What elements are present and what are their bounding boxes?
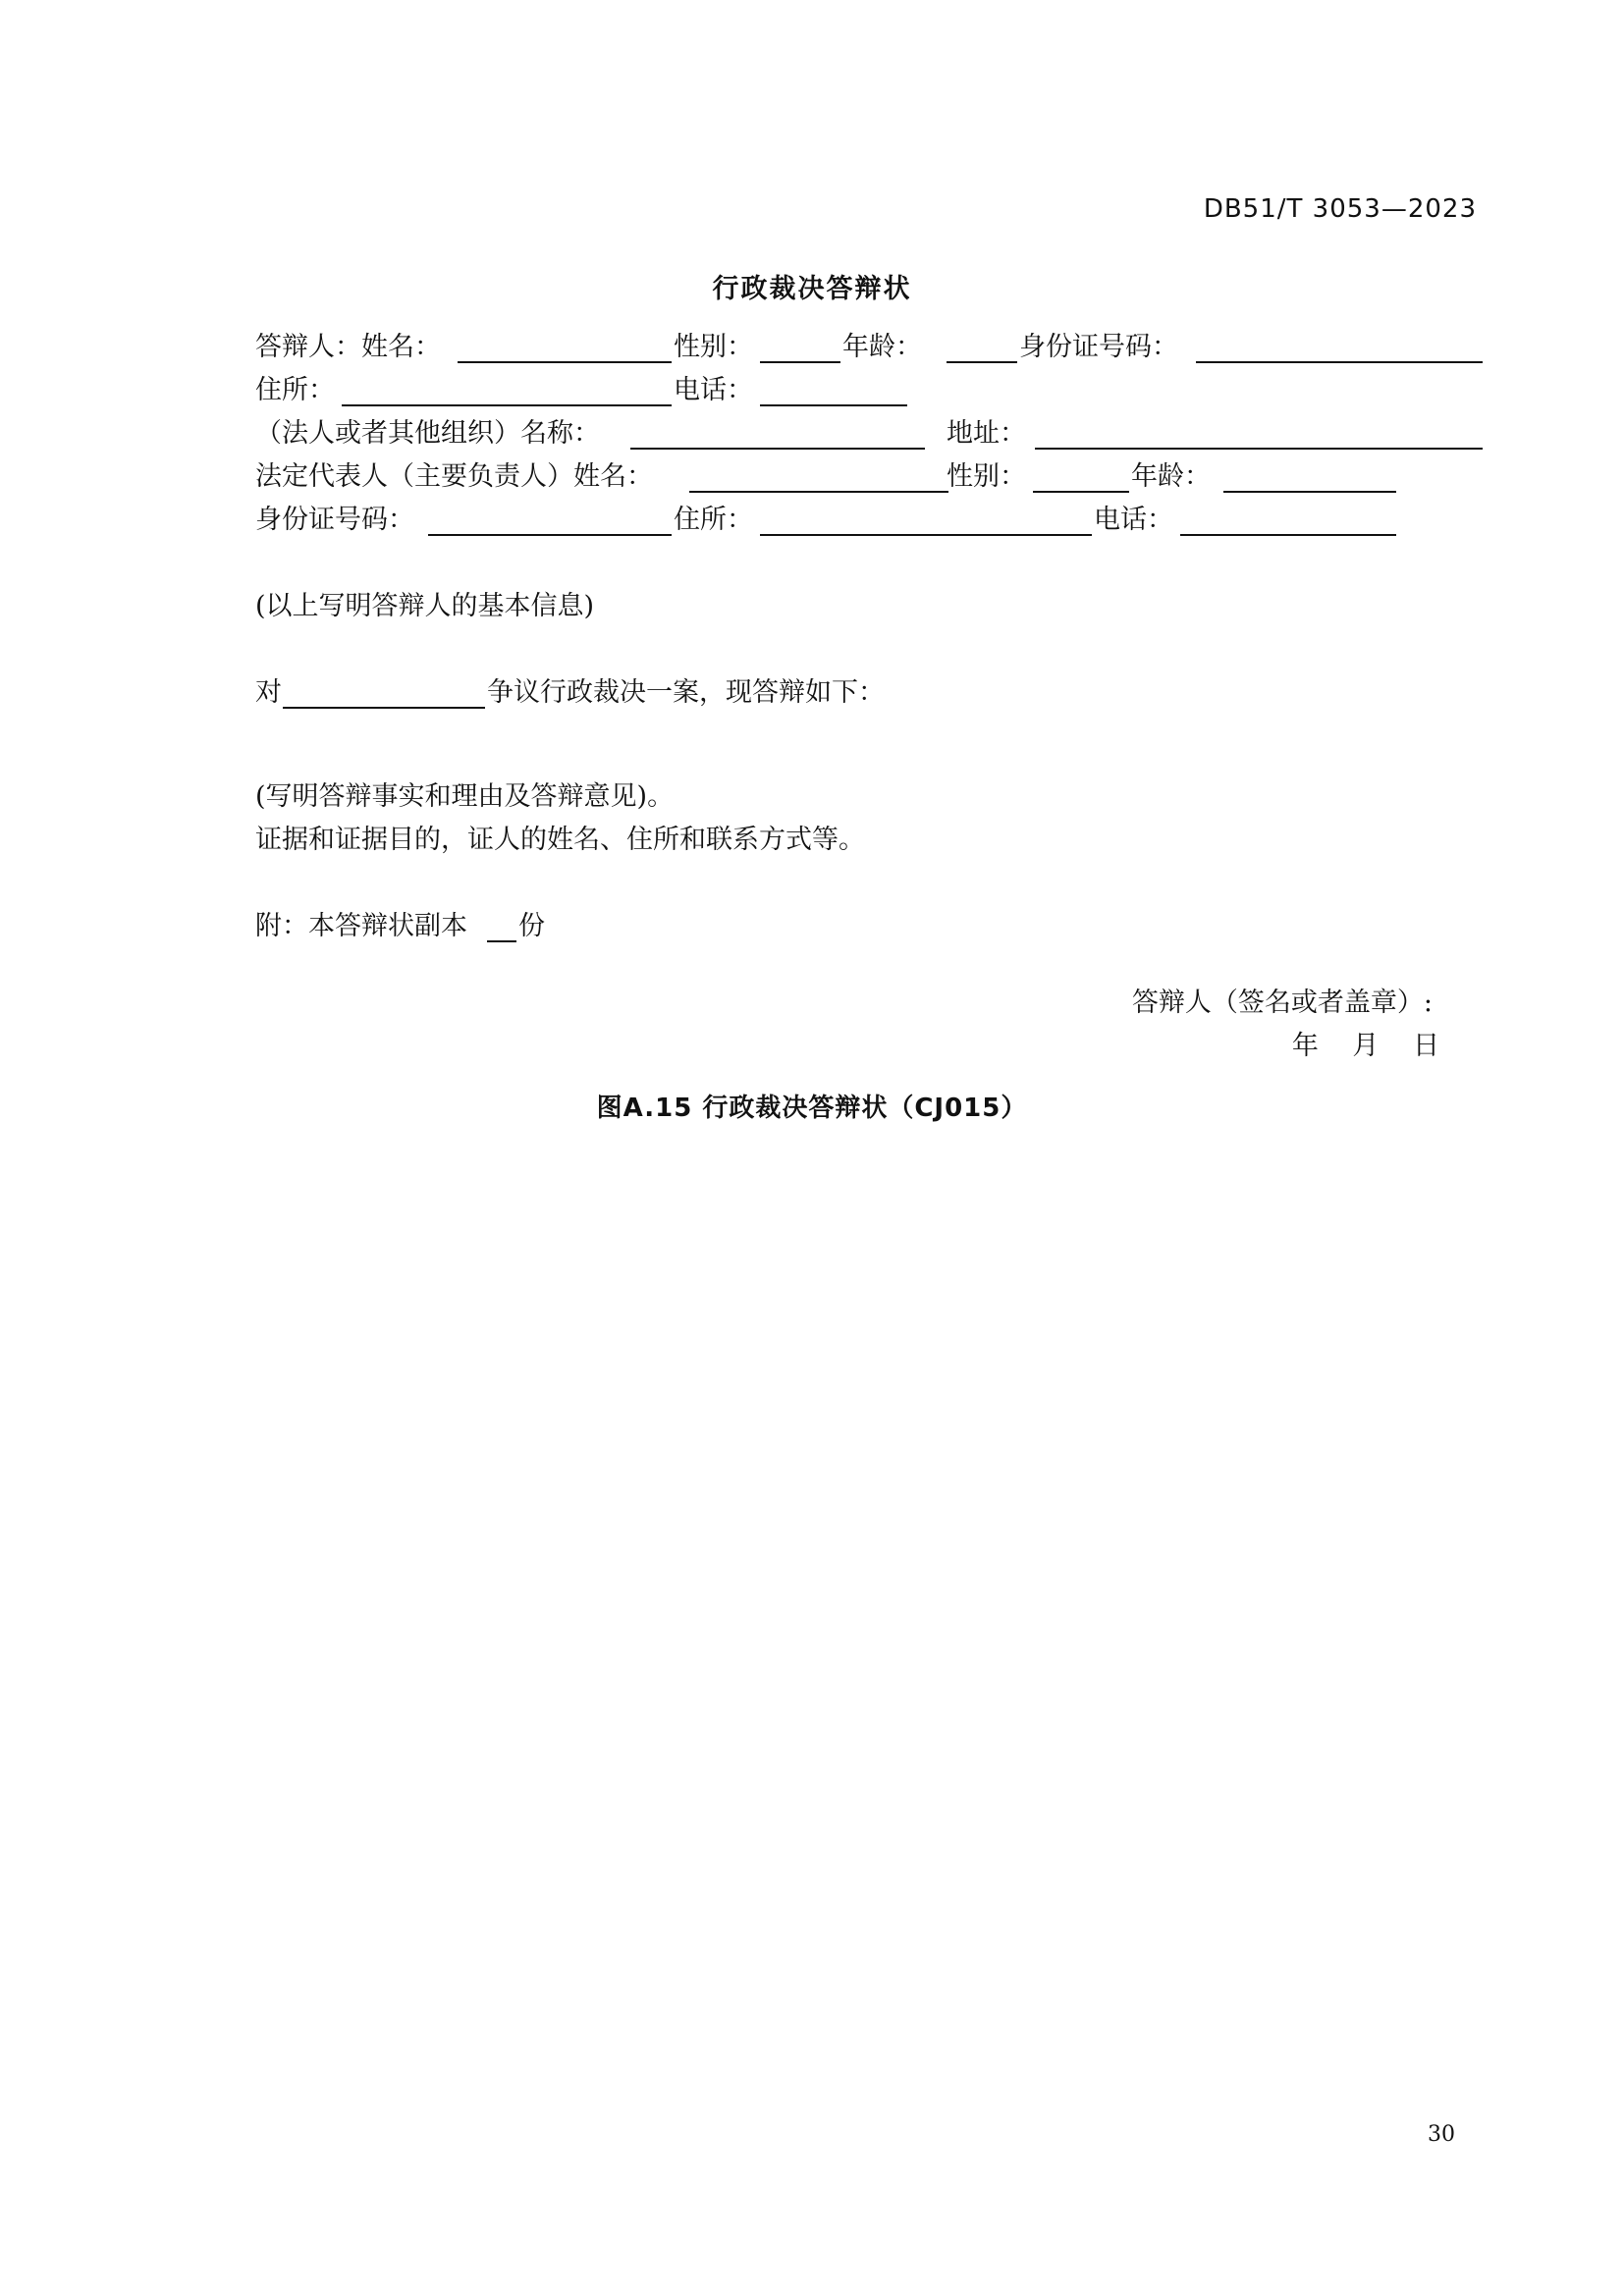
basic-info-note: (以上写明答辩人的基本信息) — [255, 591, 595, 621]
dispute-blank[interactable] — [283, 707, 485, 709]
form-title: 行政裁决答辩状 — [712, 274, 912, 304]
org-address-label: 地址： — [947, 418, 1026, 449]
reasons-note: (写明答辩事实和理由及答辩意见)。 — [255, 781, 675, 812]
dispute-prefix: 对 — [255, 677, 282, 708]
rep-id-blank[interactable] — [428, 534, 672, 536]
attachment-suffix: 份 — [518, 911, 545, 941]
month-label: 月 — [1352, 1031, 1380, 1061]
address-blank[interactable] — [342, 404, 672, 406]
day-label: 日 — [1413, 1031, 1439, 1061]
phone-blank[interactable] — [760, 404, 907, 406]
rep-address-blank[interactable] — [760, 534, 1092, 536]
rep-address-label: 住所： — [674, 505, 753, 535]
date-line — [1267, 1027, 1439, 1066]
page-number: 30 — [1428, 2122, 1455, 2147]
evidence-note: 证据和证据目的，证人的姓名、住所和联系方式等。 — [255, 825, 865, 855]
address-label: 住所： — [255, 375, 335, 405]
org-address-blank[interactable] — [1035, 448, 1483, 450]
respondent-line — [255, 328, 1483, 367]
dispute-suffix: 争议行政裁决一案，现答辩如下： — [487, 677, 885, 708]
rep-id-label: 身份证号码： — [255, 505, 414, 535]
org-name-blank[interactable] — [630, 448, 925, 450]
address-line — [255, 371, 1483, 410]
id-label: 身份证号码： — [1019, 332, 1178, 362]
org-name-label: （法人或者其他组织）名称： — [255, 418, 600, 449]
rep-age-label: 年龄： — [1131, 461, 1211, 492]
dispute-line — [255, 673, 943, 713]
representative-contact-line — [255, 501, 1483, 540]
name-blank[interactable] — [458, 361, 672, 363]
phone-label: 电话： — [674, 375, 753, 405]
document-code: DB51/T 3053—2023 — [1203, 194, 1477, 224]
id-blank[interactable] — [1196, 361, 1483, 363]
rep-gender-label: 性别： — [947, 461, 1026, 492]
rep-age-blank[interactable] — [1223, 491, 1396, 493]
name-label: 答辩人：姓名： — [255, 332, 441, 362]
copies-blank[interactable] — [487, 940, 516, 942]
age-label: 年龄： — [842, 332, 922, 362]
rep-name-label: 法定代表人（主要负责人）姓名： — [255, 461, 653, 492]
rep-gender-blank[interactable] — [1033, 491, 1129, 493]
age-blank[interactable] — [947, 361, 1017, 363]
rep-phone-blank[interactable] — [1180, 534, 1396, 536]
gender-blank[interactable] — [760, 361, 840, 363]
rep-phone-label: 电话： — [1094, 505, 1173, 535]
gender-label: 性别： — [674, 332, 753, 362]
rep-name-blank[interactable] — [689, 491, 948, 493]
year-label: 年 — [1291, 1031, 1319, 1061]
figure-caption: 图A.15 行政裁决答辩状（CJ015） — [596, 1094, 1028, 1123]
attachment-line — [255, 907, 648, 946]
representative-line — [255, 457, 1483, 497]
signature-line: 答辩人（签名或者盖章）: — [1131, 988, 1433, 1018]
organization-line — [255, 414, 1483, 454]
attachment-prefix: 附：本答辩状副本 — [255, 911, 467, 941]
